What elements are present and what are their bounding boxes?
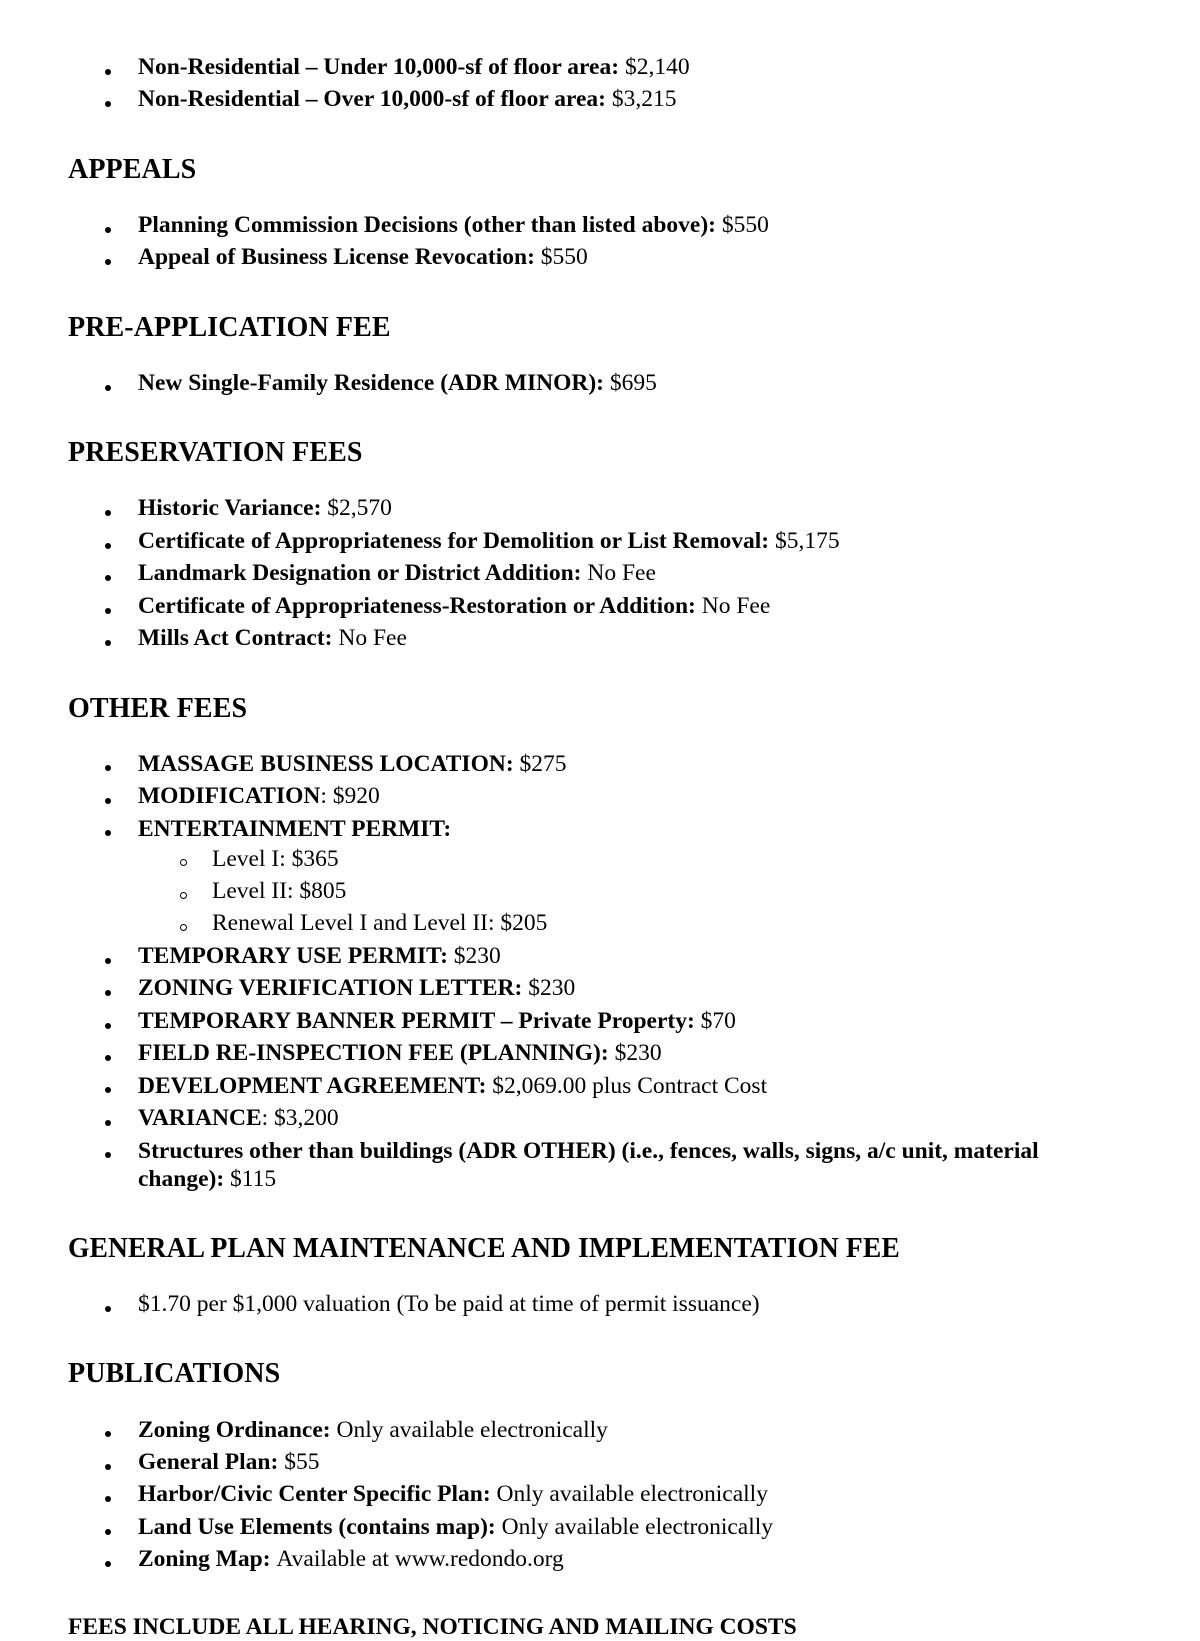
section-publications xyxy=(68,1357,1136,1574)
entertainment-permit-sublist xyxy=(138,846,1136,939)
list-item xyxy=(68,1546,1136,1574)
fee-value: No Fee xyxy=(338,625,407,652)
fee-label: TEMPORARY BANNER PERMIT – Private Property: xyxy=(138,1007,695,1034)
fee-value: $230 xyxy=(453,942,501,969)
list-item xyxy=(68,54,1136,82)
list-item xyxy=(68,212,1136,240)
section-heading: GENERAL PLAN MAINTENANCE AND IMPLEMENTATION FEE xyxy=(68,1233,900,1264)
general-plan-fee-list xyxy=(68,1291,1136,1319)
fee-value: $550 xyxy=(540,244,588,271)
section-heading: PUBLICATIONS xyxy=(68,1358,281,1390)
section-appeals xyxy=(68,153,1136,272)
fee-value: $3,215 xyxy=(611,86,677,113)
fee-label: TEMPORARY USE PERMIT: xyxy=(138,942,448,969)
section-pre-application-fee xyxy=(68,311,1136,398)
list-item xyxy=(68,1105,1136,1133)
list-item xyxy=(68,1008,1136,1036)
fee-label: Mills Act Contract: xyxy=(138,625,333,652)
pre-application-fee-list xyxy=(68,370,1136,398)
publication-label: Land Use Elements (contains map): xyxy=(138,1513,496,1540)
fee-label: Structures other than buildings (ADR OTHER) (i.e., fences, walls, signs, a/c unit, material change): xyxy=(138,1137,1039,1192)
list-item xyxy=(68,816,1136,939)
fee-label: MODIFICATION xyxy=(138,783,321,810)
fee-label: Landmark Designation or District Addition: xyxy=(138,560,582,587)
list-item xyxy=(68,1417,1136,1445)
section-heading: PRESERVATION FEES xyxy=(68,437,363,469)
appeals-fee-list xyxy=(68,212,1136,272)
fee-value: No Fee xyxy=(701,592,771,619)
section-preservation-fees xyxy=(68,436,1136,653)
fee-value: $695 xyxy=(609,369,657,396)
list-item xyxy=(68,751,1136,779)
section-other-fees xyxy=(68,692,1136,1194)
list-item xyxy=(68,244,1136,272)
fee-label-suffix: : xyxy=(261,1105,269,1132)
fee-value: $3,200 xyxy=(274,1105,339,1132)
publication-value: Available at www.redondo.org xyxy=(276,1546,564,1573)
publication-value: Only available electronically xyxy=(501,1513,774,1540)
section-heading: APPEALS xyxy=(68,153,197,185)
publications-list xyxy=(68,1417,1136,1575)
publication-label: Zoning Ordinance: xyxy=(138,1416,331,1443)
fee-value: $550 xyxy=(721,211,769,238)
list-item xyxy=(68,528,1136,556)
fee-value: No Fee xyxy=(587,560,656,587)
fee-value: $2,140 xyxy=(624,54,690,80)
publication-value: Only available electronically xyxy=(336,1416,608,1443)
publication-value: $55 xyxy=(284,1448,320,1475)
fee-label: Historic Variance: xyxy=(138,495,322,522)
fee-label: Non-Residential – Under 10,000-sf of floor area: xyxy=(138,54,620,80)
fee-label: DEVELOPMENT AGREEMENT: xyxy=(138,1072,487,1099)
fee-value: $115 xyxy=(230,1165,277,1192)
list-item: Level I: $365 xyxy=(138,846,1136,874)
fee-label-suffix: : xyxy=(320,783,327,810)
publication-value: Only available electronically xyxy=(496,1481,768,1508)
list-item xyxy=(68,495,1136,523)
fee-label: Planning Commission Decisions (other than listed above): xyxy=(138,211,716,238)
list-item xyxy=(68,1514,1136,1542)
fee-label: New Single-Family Residence (ADR MINOR): xyxy=(138,369,605,396)
fee-value: $920 xyxy=(332,783,380,810)
fee-label: MASSAGE BUSINESS LOCATION: xyxy=(138,750,514,777)
fee-value: $230 xyxy=(528,975,576,1002)
list-item xyxy=(68,86,1136,114)
fee-label: Appeal of Business License Revocation: xyxy=(138,244,535,271)
fee-value: $1.70 per $1,000 valuation (To be paid at time of permit issuance) xyxy=(138,1291,760,1318)
fee-label: ZONING VERIFICATION LETTER: xyxy=(138,975,523,1002)
list-item xyxy=(68,370,1136,398)
intro-fee-list xyxy=(68,54,1136,114)
fee-label: Non-Residential – Over 10,000-sf of floor area: xyxy=(138,86,606,113)
list-item xyxy=(68,1073,1136,1101)
list-item xyxy=(68,1040,1136,1068)
fee-label: VARIANCE xyxy=(138,1105,262,1132)
list-item: Level II: $805 xyxy=(138,878,1136,906)
publication-label: Zoning Map: xyxy=(138,1546,271,1573)
list-item xyxy=(68,560,1136,588)
fee-value: $2,069.00 plus Contract Cost xyxy=(492,1072,768,1099)
fees-include-note: FEES INCLUDE ALL HEARING, NOTICING AND MAILING COSTS xyxy=(68,1613,797,1640)
list-item: Renewal Level I and Level II: $205 xyxy=(138,910,1136,938)
fee-value: $5,175 xyxy=(775,527,840,554)
list-item xyxy=(68,625,1136,653)
list-item xyxy=(68,1291,1136,1319)
fee-value: $275 xyxy=(519,750,567,777)
list-item xyxy=(68,975,1136,1003)
list-item xyxy=(68,1138,1136,1194)
list-item xyxy=(68,943,1136,971)
section-heading: PRE-APPLICATION FEE xyxy=(68,311,391,343)
fee-label: Certificate of Appropriateness-Restoration or Addition: xyxy=(138,592,696,619)
fee-value: $2,570 xyxy=(327,495,392,522)
fee-value: $230 xyxy=(614,1040,662,1067)
list-item xyxy=(68,1449,1136,1477)
section-general-plan-maintenance-fee xyxy=(68,1232,1136,1319)
preservation-fee-list xyxy=(68,495,1136,653)
fee-label: Certificate of Appropriateness for Demolition or List Removal: xyxy=(138,527,770,554)
publication-label: General Plan: xyxy=(138,1448,279,1475)
section-heading: OTHER FEES xyxy=(68,692,248,724)
fee-value: $70 xyxy=(700,1007,736,1034)
list-item xyxy=(68,1481,1136,1509)
other-fee-list xyxy=(68,751,1136,1194)
list-item xyxy=(68,593,1136,621)
list-item xyxy=(68,783,1136,811)
fee-label: ENTERTAINMENT PERMIT: xyxy=(138,815,452,842)
publication-label: Harbor/Civic Center Specific Plan: xyxy=(138,1481,491,1508)
fee-label: FIELD RE-INSPECTION FEE (PLANNING): xyxy=(138,1040,609,1067)
